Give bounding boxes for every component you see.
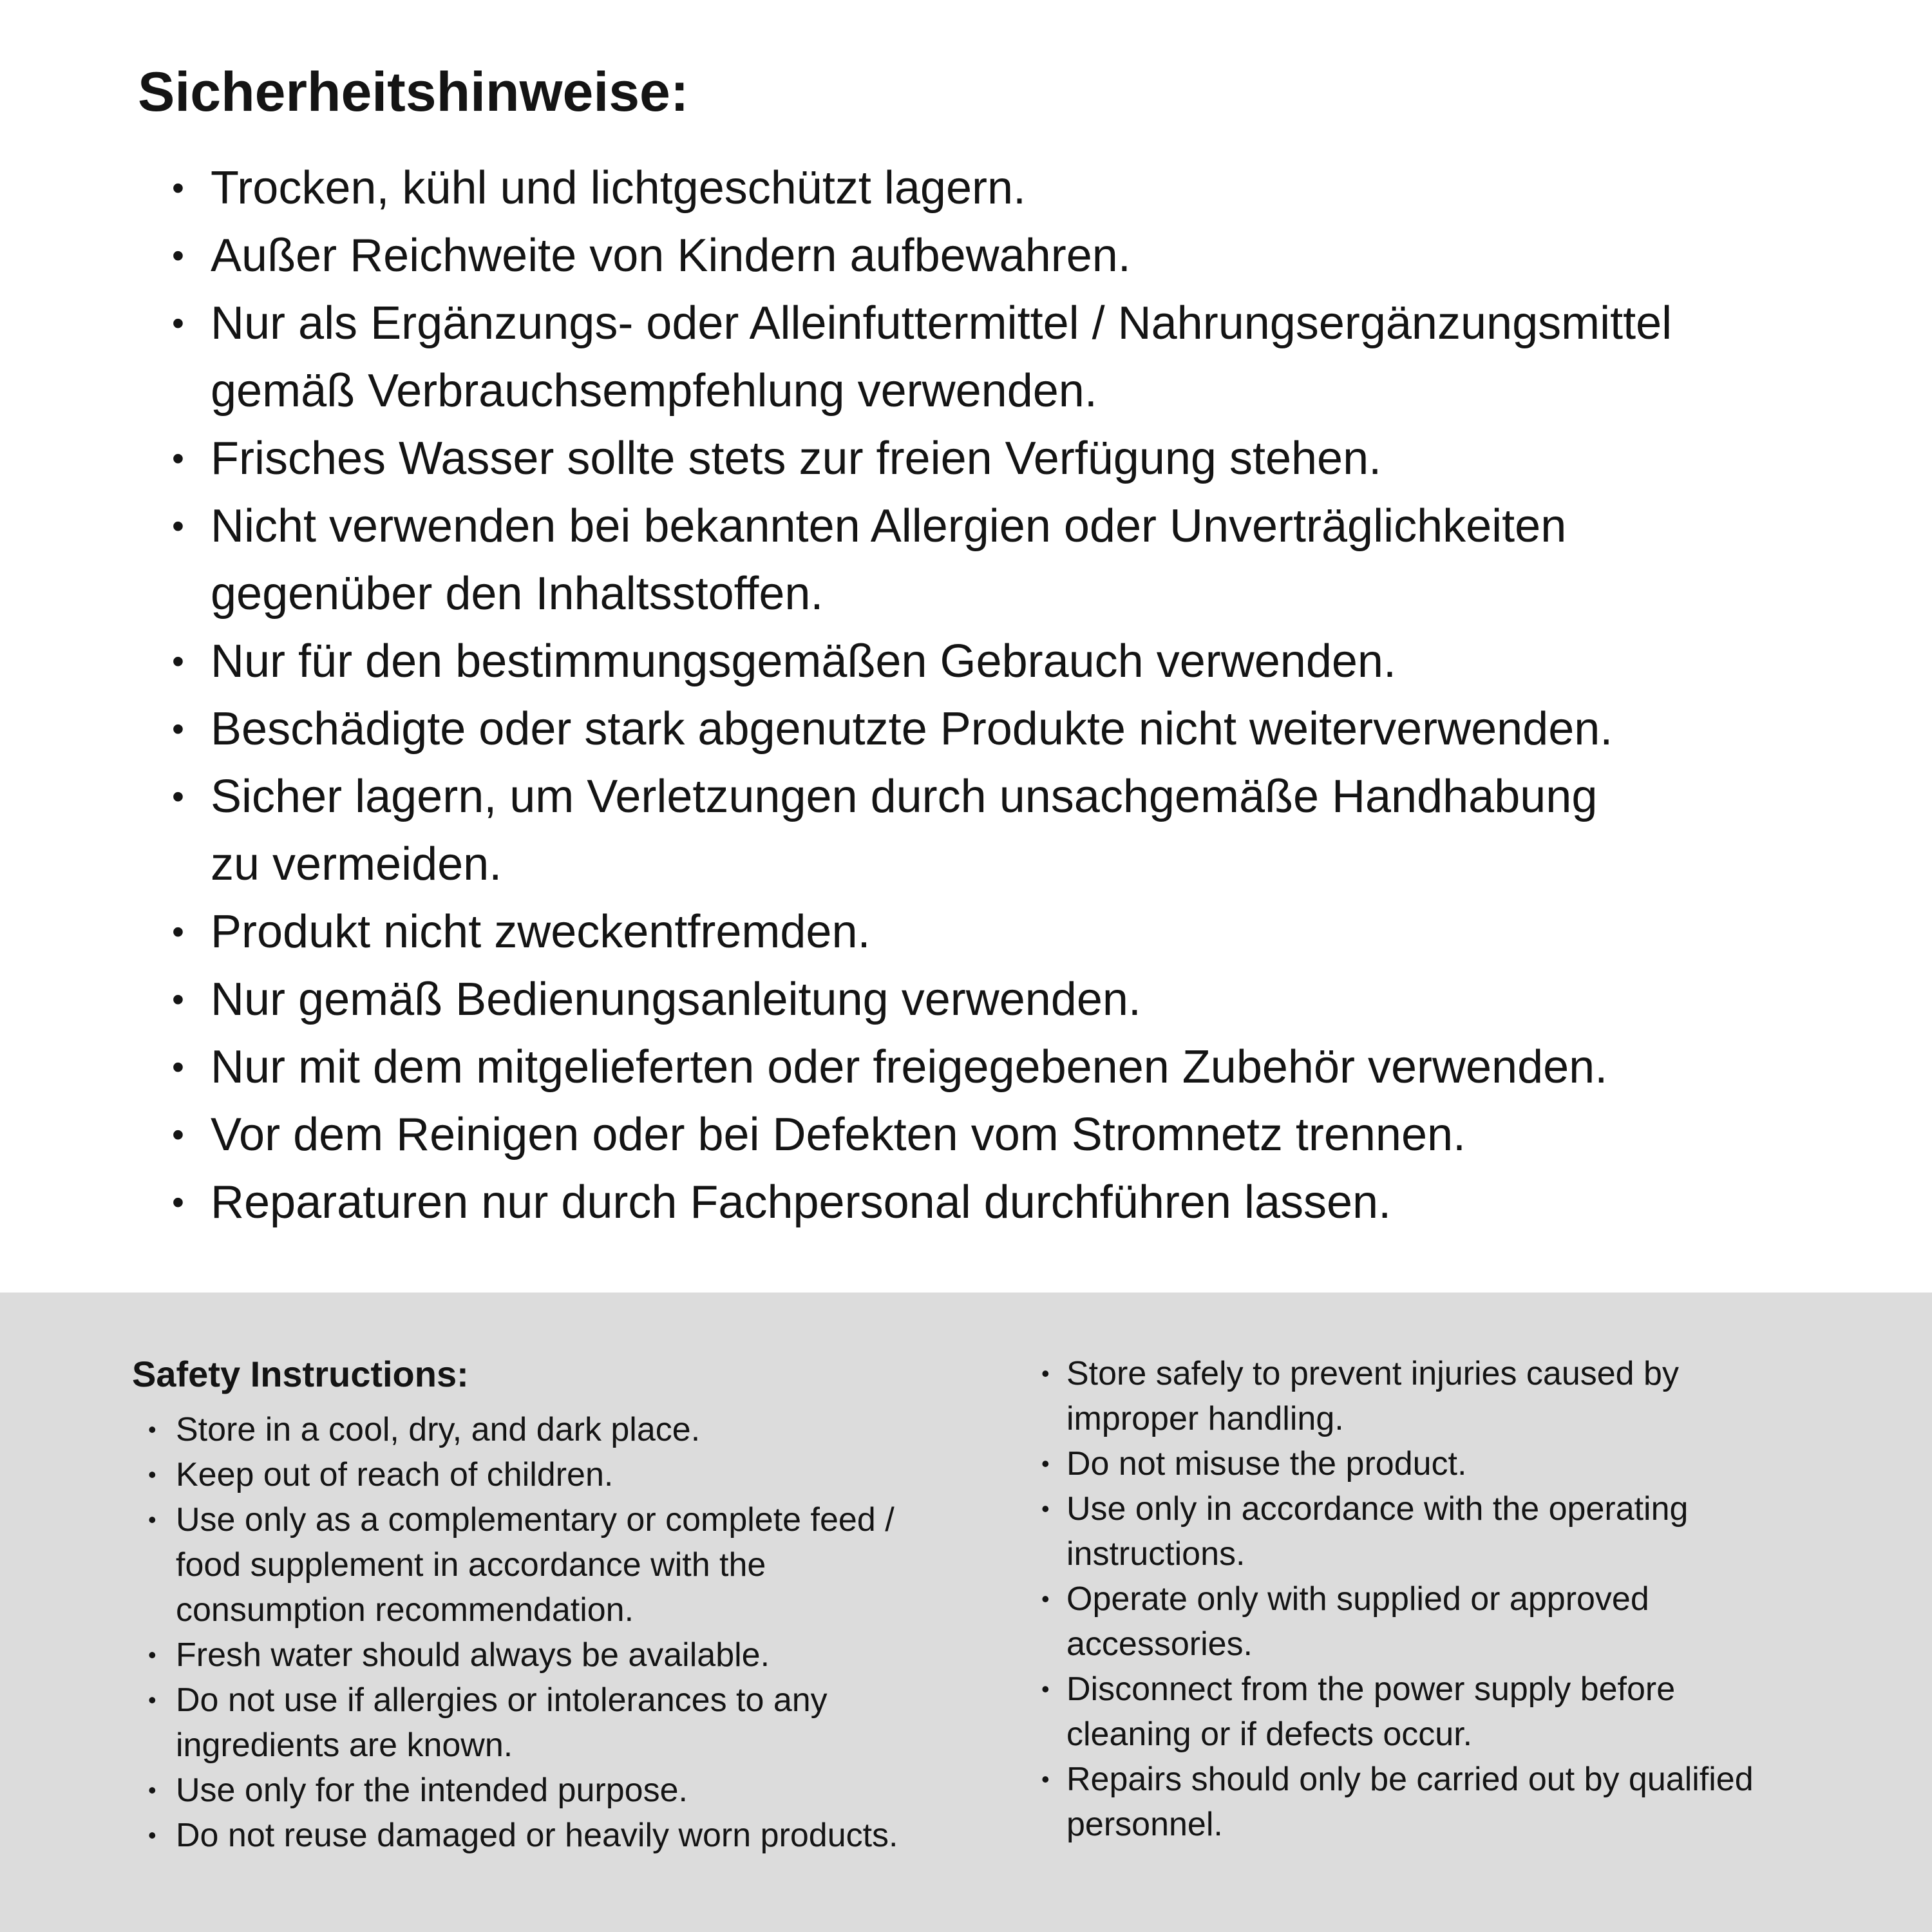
list-item-line-continuation: gemäß Verbrauchsempfehlung verwenden.	[211, 365, 1097, 417]
list-item	[211, 1169, 1672, 1236]
list-item	[211, 290, 1672, 425]
list-item-line: • Außer Reichweite von Kindern aufbewahren.	[211, 230, 1131, 281]
list-item	[176, 1452, 898, 1497]
list-item	[176, 1633, 898, 1678]
list-item-line: • Operate only with supplied or approved	[1066, 1580, 1649, 1618]
english-instruction-list-left	[176, 1407, 898, 1858]
list-item-line-continuation: instructions.	[1066, 1535, 1245, 1573]
list-item-line: • Disconnect from the power supply before	[1066, 1671, 1676, 1708]
list-item-line: • Store in a cool, dry, and dark place.	[176, 1411, 701, 1448]
list-item	[1066, 1757, 1754, 1847]
list-item	[176, 1678, 898, 1768]
list-item-line-continuation: personnel.	[1066, 1806, 1223, 1843]
list-item	[211, 696, 1672, 763]
list-item	[176, 1407, 898, 1452]
list-item-line: • Nur gemäß Bedienungsanleitung verwenden.	[211, 974, 1141, 1025]
list-item-line: • Use only for the intended purpose.	[176, 1772, 688, 1809]
list-item-line: • Repairs should only be carried out by qualified	[1066, 1761, 1754, 1798]
list-item-line-continuation: improper handling.	[1066, 1400, 1344, 1437]
list-item	[211, 222, 1672, 290]
list-item	[211, 493, 1672, 628]
german-instruction-list	[211, 155, 1672, 1236]
list-item-line: • Keep out of reach of children.	[176, 1456, 614, 1493]
list-item-line-continuation: accessories.	[1066, 1625, 1253, 1663]
list-item-line-continuation: ingredients are known.	[176, 1727, 513, 1764]
list-item-line: • Nur mit dem mitgelieferten oder freigegebenen Zubehör verwenden.	[211, 1041, 1608, 1093]
list-item-line: • Fresh water should always be available.	[176, 1636, 770, 1674]
german-heading: Sicherheitshinweise:	[138, 61, 689, 123]
english-instruction-list-right	[1066, 1351, 1754, 1847]
list-item-line-continuation: gegenüber den Inhaltsstoffen.	[211, 568, 824, 620]
list-item	[211, 155, 1672, 222]
english-safety-section	[0, 1293, 1932, 1932]
list-item-line: • Vor dem Reinigen oder bei Defekten vom Stromnetz trennen.	[211, 1109, 1466, 1160]
list-item	[211, 1101, 1672, 1169]
list-item-line: • Produkt nicht zweckentfremden.	[211, 906, 871, 958]
list-item	[211, 898, 1672, 966]
list-item	[176, 1768, 898, 1813]
list-item-line: • Nur für den bestimmungsgemäßen Gebrauch verwenden.	[211, 636, 1396, 687]
list-item-line: • Nur als Ergänzungs- oder Alleinfuttermittel / Nahrungsergänzungsmittel	[211, 298, 1672, 349]
list-item-line-continuation: cleaning or if defects occur.	[1066, 1716, 1473, 1753]
list-item-line: • Reparaturen nur durch Fachpersonal durchführen lassen.	[211, 1177, 1392, 1228]
list-item	[176, 1813, 898, 1858]
list-item-line: • Use only as a complementary or complete feed /	[176, 1501, 895, 1539]
list-item-line: • Nicht verwenden bei bekannten Allergien oder Unverträglichkeiten	[211, 500, 1567, 552]
list-item-line: • Do not reuse damaged or heavily worn products.	[176, 1817, 898, 1854]
list-item-line: • Sicher lagern, um Verletzungen durch unsachgemäße Handhabung	[211, 771, 1598, 822]
list-item-line-continuation: food supplement in accordance with the	[176, 1546, 766, 1584]
list-item	[176, 1497, 898, 1633]
list-item	[211, 763, 1672, 898]
english-heading: Safety Instructions:	[132, 1354, 469, 1394]
list-item-line: • Do not use if allergies or intolerances to any	[176, 1681, 828, 1719]
list-item	[1066, 1486, 1754, 1577]
list-item-line-continuation: zu vermeiden.	[211, 838, 502, 890]
list-item-line: • Do not misuse the product.	[1066, 1445, 1467, 1482]
list-item-line: • Use only in accordance with the operating	[1066, 1490, 1689, 1528]
list-item	[1066, 1667, 1754, 1757]
list-item-line: • Frisches Wasser sollte stets zur freien Verfügung stehen.	[211, 433, 1382, 484]
list-item	[1066, 1351, 1754, 1441]
list-item-line: • Trocken, kühl und lichtgeschützt lagern.	[211, 162, 1027, 214]
list-item	[211, 1034, 1672, 1101]
list-item	[1066, 1441, 1754, 1486]
list-item	[211, 966, 1672, 1034]
list-item-line: • Beschädigte oder stark abgenutzte Produkte nicht weiterverwenden.	[211, 703, 1613, 755]
list-item	[211, 628, 1672, 696]
list-item-line-continuation: consumption recommendation.	[176, 1591, 634, 1629]
list-item	[1066, 1577, 1754, 1667]
list-item-line: • Store safely to prevent injuries caused by	[1066, 1355, 1679, 1392]
list-item	[211, 425, 1672, 493]
